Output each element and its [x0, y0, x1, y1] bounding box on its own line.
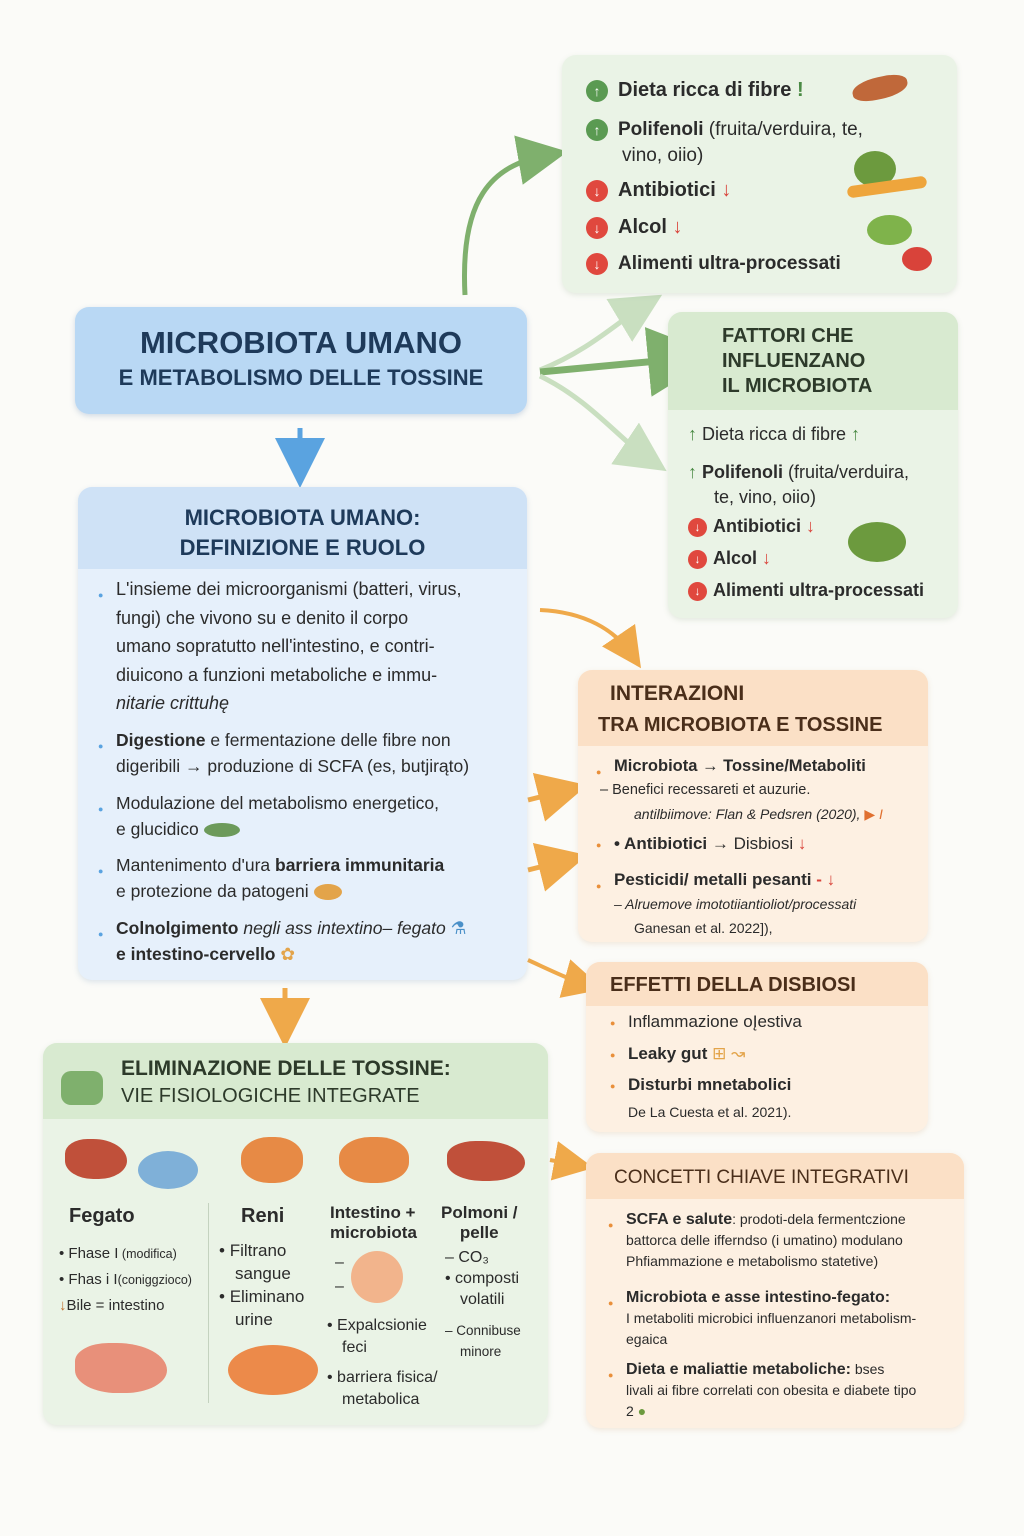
liver-icon: [65, 1139, 127, 1179]
reni-list: • Filtrano sangue • Eliminano urine: [219, 1241, 305, 1329]
down-arrow-icon: ↓: [688, 550, 707, 569]
concept-scfa: ● SCFA e salute: prodoti-dela fermentczione battorca delle ifferndso (i umatino) modulano Phfiammazione e metabolismo statetive): [626, 1209, 956, 1272]
polmoni-list: – CO₃ • composti volatili – Connibuse minore: [445, 1249, 521, 1359]
definition-paragraph: ● L'insieme dei microorganismi (batteri, virus, fungi) che vivono su e denito il corpo umano sopratutto nell'intestino, e contri- diuicono a funzioni metaboliche e immu- nitarie crittuhę: [116, 575, 516, 718]
lungs-icon: [447, 1141, 525, 1181]
gut-icon: ⚗: [450, 918, 467, 938]
leaf-icon: ●: [637, 1403, 647, 1419]
fegato-list: • Fhase I (modifica) • Fhas i I(coniggzioco) ↓Bile = intestino: [59, 1245, 192, 1314]
dysbiosis-item-2: ● Leaky gut ⊞ ↝: [628, 1044, 745, 1064]
factor-ultra: ↓ Alimenti ultra-processati: [688, 580, 924, 601]
kidneys-blue-icon: [339, 1137, 409, 1183]
concepts-title: CONCETTI CHIAVE INTEGRATIVI: [614, 1167, 909, 1188]
definition-barriera: ● Mantenimento d'ura barriera immunitaria e protezione da patogeni: [116, 852, 516, 904]
factor-alcol: ↓ Alcol ↓: [688, 548, 771, 569]
avocado-icon: [867, 215, 912, 245]
definition-metabolismo: ● Modulazione del metabolismo energetico, e glucidico: [116, 790, 516, 842]
vegetables-icon: [848, 522, 906, 562]
up-arrow-icon: ↑: [688, 462, 697, 482]
interaction-pesticidi: ● Pesticidi/ metalli pesanti - ↓ – Alruemove imototiiantioliot/processati Ganesan et al. 2022]),: [614, 868, 924, 940]
interaction-microbiota: ● Microbiota → Tossine/Metaboliti – Benefici recessareti et auzurie. antilbiimove: Flan & Pedsren (2020), ▶ I: [614, 754, 924, 826]
leaf-icon: [204, 823, 240, 837]
interactions-title-1: INTERAZIONI: [610, 682, 745, 705]
main-title-box: [75, 307, 527, 414]
down-arrow-icon: ↓: [586, 180, 608, 202]
factor-fibre: ↑ Dieta ricca di fibre ↑: [688, 424, 861, 444]
definition-title: MICROBIOTA UMANO: DEFINIZIONE E RUOLO: [179, 505, 426, 560]
intestino-title: Intestino + microbiota: [330, 1203, 417, 1242]
liver-mascot-icon: [61, 1071, 103, 1105]
interactions-title-2: TRA MICROBIOTA E TOSSINE: [598, 714, 883, 736]
liver-organ-icon: [75, 1343, 167, 1393]
brain-icon: ✿: [280, 944, 296, 964]
factors-title: FATTORI CHE INFLUENZANO IL MICROBIOTA: [722, 325, 873, 397]
down-arrow-icon: ↓: [688, 582, 707, 601]
top-factor-antibiotici: ↓ Antibiotici ↓: [586, 179, 731, 202]
kidneys-icon: [241, 1137, 303, 1183]
down-arrow-icon: ↓: [586, 217, 608, 239]
dysbiosis-box: [586, 962, 928, 1132]
interaction-antibiotici: ● • Antibiotici → Disbiosi ↓: [614, 834, 806, 854]
dysbiosis-citation: De La Cuesta et al. 2021).: [628, 1104, 792, 1120]
down-arrow-icon: ↓: [688, 518, 707, 537]
main-title: MICROBIOTA UMANO: [139, 325, 463, 360]
fegato-title: Fegato: [69, 1205, 135, 1227]
polmoni-title: Polmoni / pelle: [441, 1203, 518, 1242]
reni-title: Reni: [241, 1205, 285, 1227]
dysbiosis-item-3: ● Disturbi mnetabolici: [628, 1075, 791, 1095]
tomato-icon: [902, 247, 932, 271]
concept-asse: ● Microbiota e asse intestino-fegato: I metaboliti microbici influenzanori metabolism- egaica: [626, 1287, 956, 1350]
top-factors-box: [562, 55, 957, 293]
up-arrow-icon: ↑: [688, 424, 697, 444]
factor-polifenoli: ↑ Polifenoli (fruita/verduira, te, vino, oiio): [688, 462, 910, 507]
concepts-box: [586, 1153, 964, 1428]
gut-icon: ⊞ ↝: [712, 1044, 746, 1063]
dysbiosis-item-1: ● Inflammazione oĮestiva: [628, 1012, 802, 1032]
definition-digestione: ● Digestione e fermentazione delle fibre non digeribili → produzione di SCFA (es, butjirąto): [116, 727, 516, 779]
intestino-list: • Expalcsionie feci • barriera fisica/ metabolica: [327, 1317, 438, 1408]
top-factor-polifenoli: ↑ Polifenoli (fruita/verduira, te, vino, oiio): [586, 117, 896, 169]
top-factor-ultra: ↓ Alimenti ultra-processati: [586, 253, 841, 275]
interactions-box: [578, 670, 928, 942]
arrow-to-top-factors: [464, 155, 548, 295]
gut-bacteria-icon: [138, 1151, 198, 1189]
elimination-box: [43, 1043, 548, 1425]
elimination-title-2: VIE FISIOLOGICHE INTEGRATE: [121, 1085, 420, 1107]
concept-dieta: ● Dieta e maliattie metaboliche: bses livali ai fibre correlati con obesita e diabete tipo 2 ●: [626, 1359, 956, 1422]
up-arrow-icon: ↑: [586, 80, 608, 102]
dysbiosis-title: EFFETTI DELLA DISBIOSI: [610, 974, 856, 996]
elimination-title-1: ELIMINAZIONE DELLE TOSSINE:: [121, 1057, 451, 1080]
intestine-large-icon: [228, 1345, 318, 1395]
sweet-potato-icon: [850, 71, 909, 104]
definition-box: [78, 487, 527, 980]
intestine-icon: [351, 1251, 403, 1303]
down-arrow-icon: ↓: [586, 253, 608, 275]
factor-antibiotici: ↓ Antibiotici ↓: [688, 516, 815, 537]
shield-icon: [314, 884, 342, 900]
up-arrow-icon: ↑: [586, 119, 608, 141]
top-factor-alcol: ↓ Alcol ↓: [586, 216, 682, 239]
factors-box: [668, 312, 958, 618]
definition-assi: ● Colnolgimento negli ass intextino– fegato ⚗ e intestino-cervello ✿: [116, 915, 516, 967]
intestino-dashes: – –: [335, 1254, 344, 1295]
top-factor-fibre: ↑ Dieta ricca di fibre !: [586, 79, 804, 102]
main-subtitle: E METABOLISMO DELLE TOSSINE: [118, 365, 484, 390]
